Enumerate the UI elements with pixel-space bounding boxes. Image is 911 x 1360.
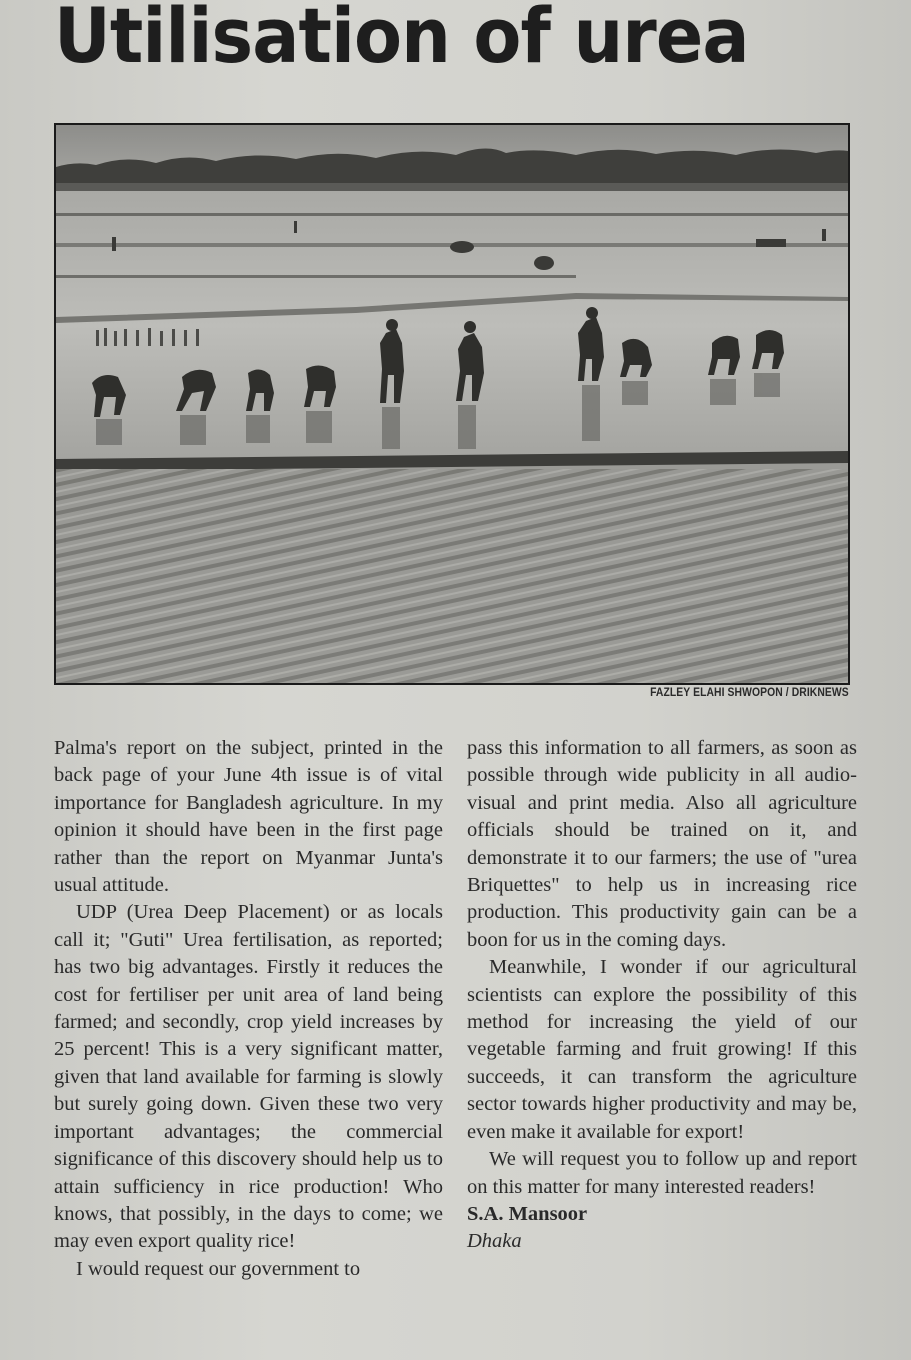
photo-credit: FAZLEY ELAHI SHWOPON / DRIKNEWS [650, 687, 849, 699]
paragraph: We will request you to follow up and report on this matter for many interested readers! [467, 1148, 857, 1198]
paragraph: Meanwhile, I wonder if our agricultural scientists can explore the possibility of this method for increasing the yield of our vegetable farming and fruit growing! If this succeeds, it can transform the agriculture sector towards higher productivity and may be, even make it available for export! [467, 956, 857, 1143]
paragraph: UDP (Urea Deep Placement) or as locals call it; "Guti" Urea fertilisation, as reported; has two big advantages. Firstly it reduces the cost for fertiliser per unit area of land being farmed; and secondly, crop yield increases by 25 percent! This is a very significant matter, given that land available for farming is slowly but surely going down. Given these two very important advantages; the commercial significance of this discovery should help us to attain sufficiency in rice production! Who knows, that possibly, in the days to come; we may even export quality rice! [54, 901, 443, 1253]
paragraph: I would request our government to [76, 1257, 361, 1280]
author-location: Dhaka [467, 1230, 522, 1253]
rice-field-planting-photo [54, 123, 850, 685]
headline: Utilisation of urea [54, 0, 749, 80]
paragraph: pass this information to all farmers, as soon as possible through wide publicity in all audio-visual and print media. Also all agriculture officials should be trained on it, and demonstrate it to our farmers; the use of "urea Briquettes" to help us in increasing rice production. This productivity gain can be a boon for us in the coming days. [467, 737, 857, 951]
photo-illustration [56, 125, 848, 683]
article-column-left [54, 735, 443, 1283]
paragraph: Palma's report on the subject, printed in the back page of your June 4th issue is of vital importance for Bangladesh agriculture. In my opinion it should have been in the first page rather than the report on Myanmar Junta's usual attitude. [54, 737, 443, 897]
author-name: S.A. Mansoor [467, 1202, 588, 1225]
article-column-right [467, 735, 857, 1256]
